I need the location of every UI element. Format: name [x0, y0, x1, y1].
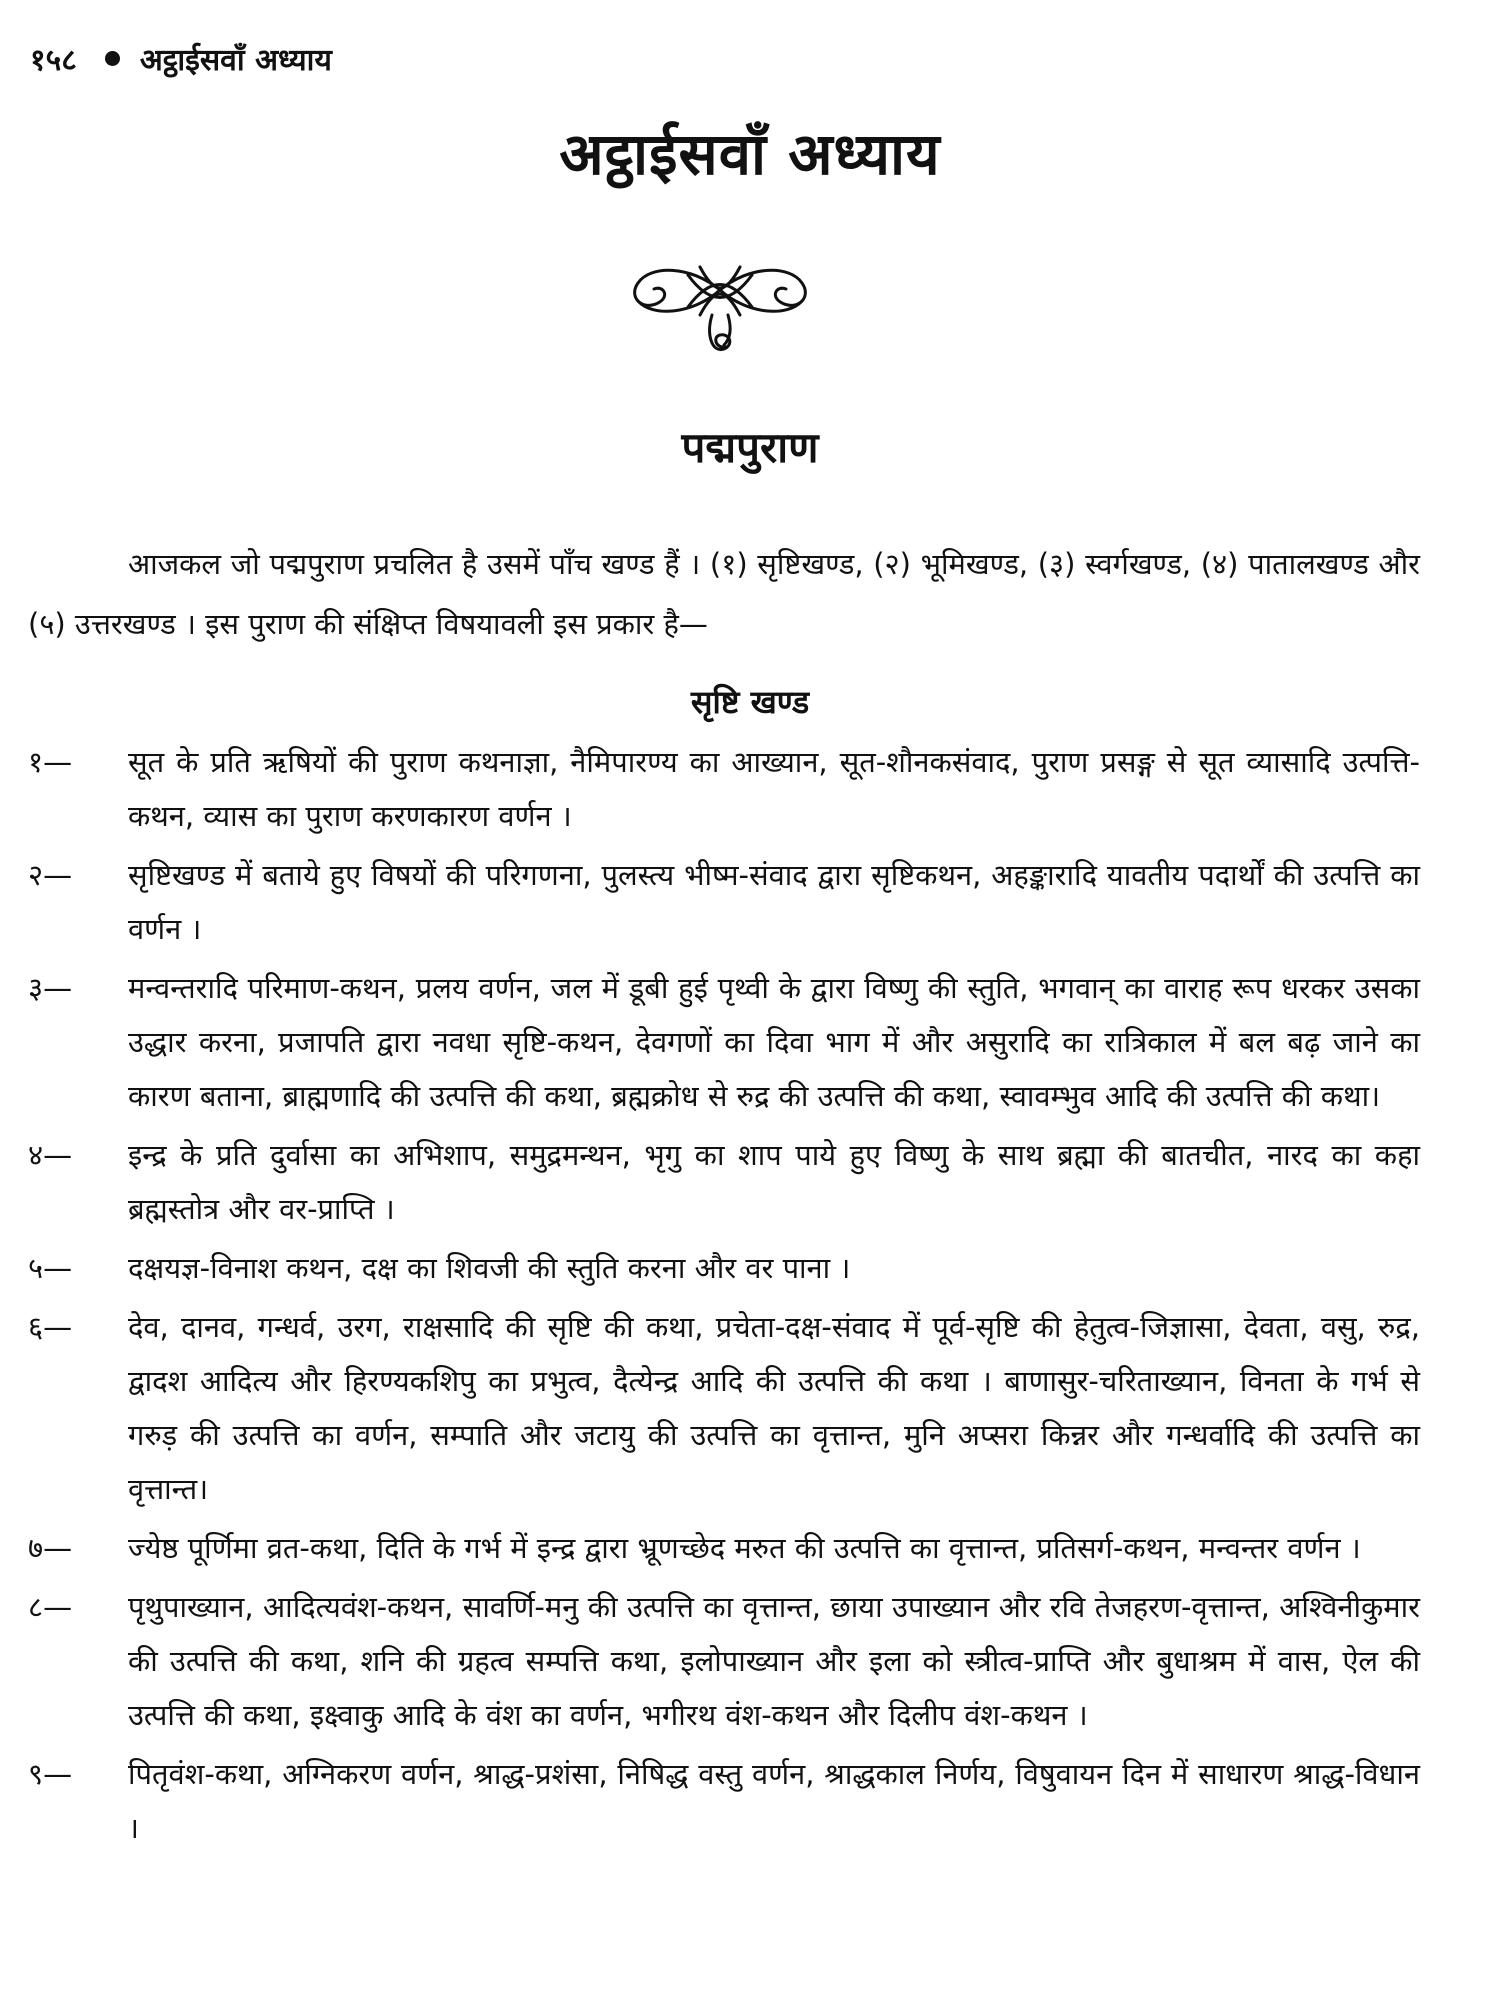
- list-item: [28, 1128, 1420, 1236]
- item-text: सूत के प्रति ऋषियों की पुराण कथनाज्ञा, नैमिपारण्य का आख्यान, सूत-शौनकसंवाद, पुराण प्रसङ्ग से सूत व्यासादि उत्पत्ति-कथन, व्यास का पुराण करणकारण वर्णन ।: [128, 745, 1420, 833]
- item-text: देव, दानव, गन्धर्व, उरग, राक्षसादि की सृष्टि की कथा, प्रचेता-दक्ष-संवाद में पूर्व-सृष्टि की हेतुत्व-जिज्ञासा, देवता, वसु, रुद्र, द्वादश आदित्य और हिरण्यकशिपु का प्रभुत्व, दैत्येन्द्र आदि की उत्पत्ति की कथा । बाणासुर-चरिताख्यान, विनता के गर्भ से गरुड़ की उत्पत्ति का वर्णन, सम्पाति और जटायु की उत्पत्ति का वृत्तान्त, मुनि अप्सरा किन्नर और गन्धर्वादि की उत्पत्ति का वृत्तान्त।: [128, 1310, 1420, 1506]
- list-item: [28, 1580, 1420, 1742]
- item-text: पृथुपाख्यान, आदित्यवंश-कथन, सावर्णि-मनु की उत्पत्ति का वृत्तान्त, छाया उपाख्यान और रवि तेजहरण-वृत्तान्त, अश्विनीकुमार की उत्पत्ति की कथा, शनि की ग्रहत्व सम्पत्ति कथा, इलोपाख्यान और इला को स्त्रीत्व-प्राप्ति और बुधाश्रम में वास, ऐल की उत्पत्ति की कथा, इक्ष्वाकु आदि के वंश का वर्णन, भगीरथ वंश-कथन और दिलीप वंश-कथन ।: [128, 1590, 1420, 1732]
- item-number: ५—: [28, 1251, 73, 1285]
- list-item: [28, 848, 1420, 956]
- page-number: १५८: [30, 43, 77, 78]
- running-title: अट्ठाईसवाँ अध्याय: [139, 43, 332, 78]
- section-title: पद्मपुराण: [681, 423, 819, 472]
- item-text: मन्वन्तरादि परिमाण-कथन, प्रलय वर्णन, जल में डूबी हुई पृथ्वी के द्वारा विष्णु की स्तुति, भगवान् का वाराह रूप धरकर उसका उद्धार करना, प्रजापति द्वारा नवधा सृष्टि-कथन, देवगणों का दिवा भाग में और असुरादि का रात्रिकाल में बल बढ़ जाने का कारण बताना, ब्राह्मणादि की उत्पत्ति की कथा, ब्रह्मक्रोध से रुद्र की उत्पत्ति की कथा, स्वावम्भुव आदि की उत्पत्ति की कथा।: [128, 971, 1420, 1113]
- item-number: २—: [28, 858, 73, 892]
- topic-list: [28, 735, 1420, 1860]
- list-item: [28, 1521, 1420, 1575]
- item-text: सृष्टिखण्ड में बताये हुए विषयों की परिगणना, पुलस्त्य भीष्म-संवाद द्वारा सृष्टिकथन, अहङ्कारादि यावतीय पदार्थों की उत्पत्ति का वर्णन ।: [128, 858, 1420, 946]
- list-item: [28, 735, 1420, 843]
- item-number: ६—: [28, 1310, 73, 1344]
- item-number: ८—: [28, 1590, 73, 1624]
- item-number: १—: [28, 745, 73, 779]
- item-text: दक्षयज्ञ-विनाश कथन, दक्ष का शिवजी की स्तुति करना और वर पाना ।: [128, 1251, 851, 1285]
- decorative-knot-icon: [620, 245, 820, 365]
- item-text: पितृवंश-कथा, अग्निकरण वर्णन, श्राद्ध-प्रशंसा, निषिद्ध वस्तु वर्णन, श्राद्धकाल निर्णय, विषुवायन दिन में साधारण श्राद्ध-विधान ।: [128, 1757, 1420, 1845]
- item-text: ज्येष्ठ पूर्णिमा व्रत-कथा, दिति के गर्भ में इन्द्र द्वारा भ्रूणच्छेद मरुत की उत्पत्ति का वृत्तान्त, प्रतिसर्ग-कथन, मन्वन्तर वर्णन ।: [128, 1531, 1361, 1565]
- subsection-title: सृष्टि खण्ड: [690, 683, 810, 721]
- intro-paragraph: आजकल जो पद्मपुराण प्रचलित है उसमें पाँच खण्ड हैं । (१) सृष्टिखण्ड, (२) भूमिखण्ड, (३) स्वर्गखण्ड, (४) पातालखण्ड और (५) उत्तरखण्ड । इस पुराण की संक्षिप्त विषयावली इस प्रकार है—: [28, 547, 1420, 641]
- bullet-icon: [105, 51, 120, 66]
- item-number: ७—: [28, 1531, 73, 1565]
- list-item: [28, 961, 1420, 1123]
- item-number: ४—: [28, 1138, 73, 1172]
- list-item: [28, 1747, 1420, 1855]
- item-text: इन्द्र के प्रति दुर्वासा का अभिशाप, समुद्रमन्थन, भृगु का शाप पाये हुए विष्णु के साथ ब्रह्मा की बातचीत, नारद का कहा ब्रह्मस्तोत्र और वर-प्राप्ति ।: [128, 1138, 1420, 1226]
- list-item: [28, 1241, 1420, 1295]
- item-number: ९—: [28, 1757, 73, 1791]
- item-number: ३—: [28, 971, 73, 1005]
- list-item: [28, 1300, 1420, 1516]
- running-header: [30, 38, 332, 79]
- chapter-title: अट्ठाईसवाँ अध्याय: [559, 120, 941, 188]
